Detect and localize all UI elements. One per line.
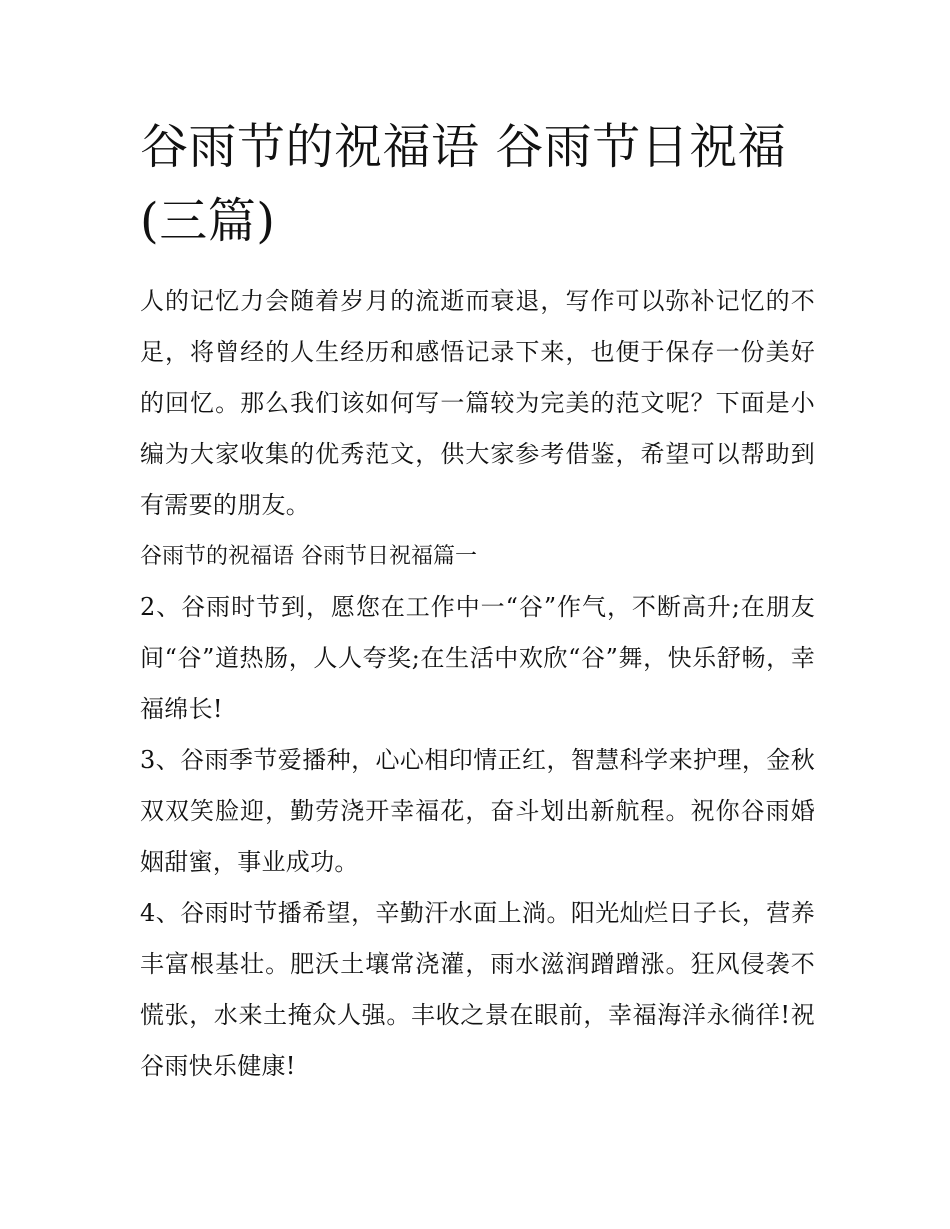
intro-paragraph: 人的记忆力会随着岁月的流逝而衰退，写作可以弥补记忆的不足，将曾经的人生经历和感悟记录下来，也便于保存一份美好的回忆。那么我们该如何写一篇较为完美的范文呢？下面是小编为大家收集的优秀范文，供大家参考借鉴，希望可以帮助到有需要的朋友。 <box>140 287 815 519</box>
blessing-item-4: 4、谷雨时节播希望，辛勤汗水面上淌。阳光灿烂日子长，营养丰富根基壮。肥沃土壤常浇灌，雨水滋润蹭蹭涨。狂风侵袭不慌张，水来土掩众人强。丰收之景在眼前，幸福海洋永徜徉!祝谷雨快乐健康! <box>140 899 815 1080</box>
section-heading: 谷雨节的祝福语 谷雨节日祝福篇一 <box>140 544 477 569</box>
blessing-item-2: 2、谷雨时节到，愿您在工作中一“谷”作气，不断高升;在朋友间“谷”道热肠，人人夸奖;在生活中欢欣“谷”舞，快乐舒畅，幸福绵长! <box>140 593 815 723</box>
document-body <box>140 110 815 1092</box>
document-title: 谷雨节的祝福语 谷雨节日祝福(三篇) <box>140 119 787 249</box>
blessing-item-3: 3、谷雨季节爱播种，心心相印情正红，智慧科学来护理，金秋双双笑脸迎，勤劳浇开幸福花，奋斗划出新航程。祝你谷雨婚姻甜蜜，事业成功。 <box>140 746 815 876</box>
